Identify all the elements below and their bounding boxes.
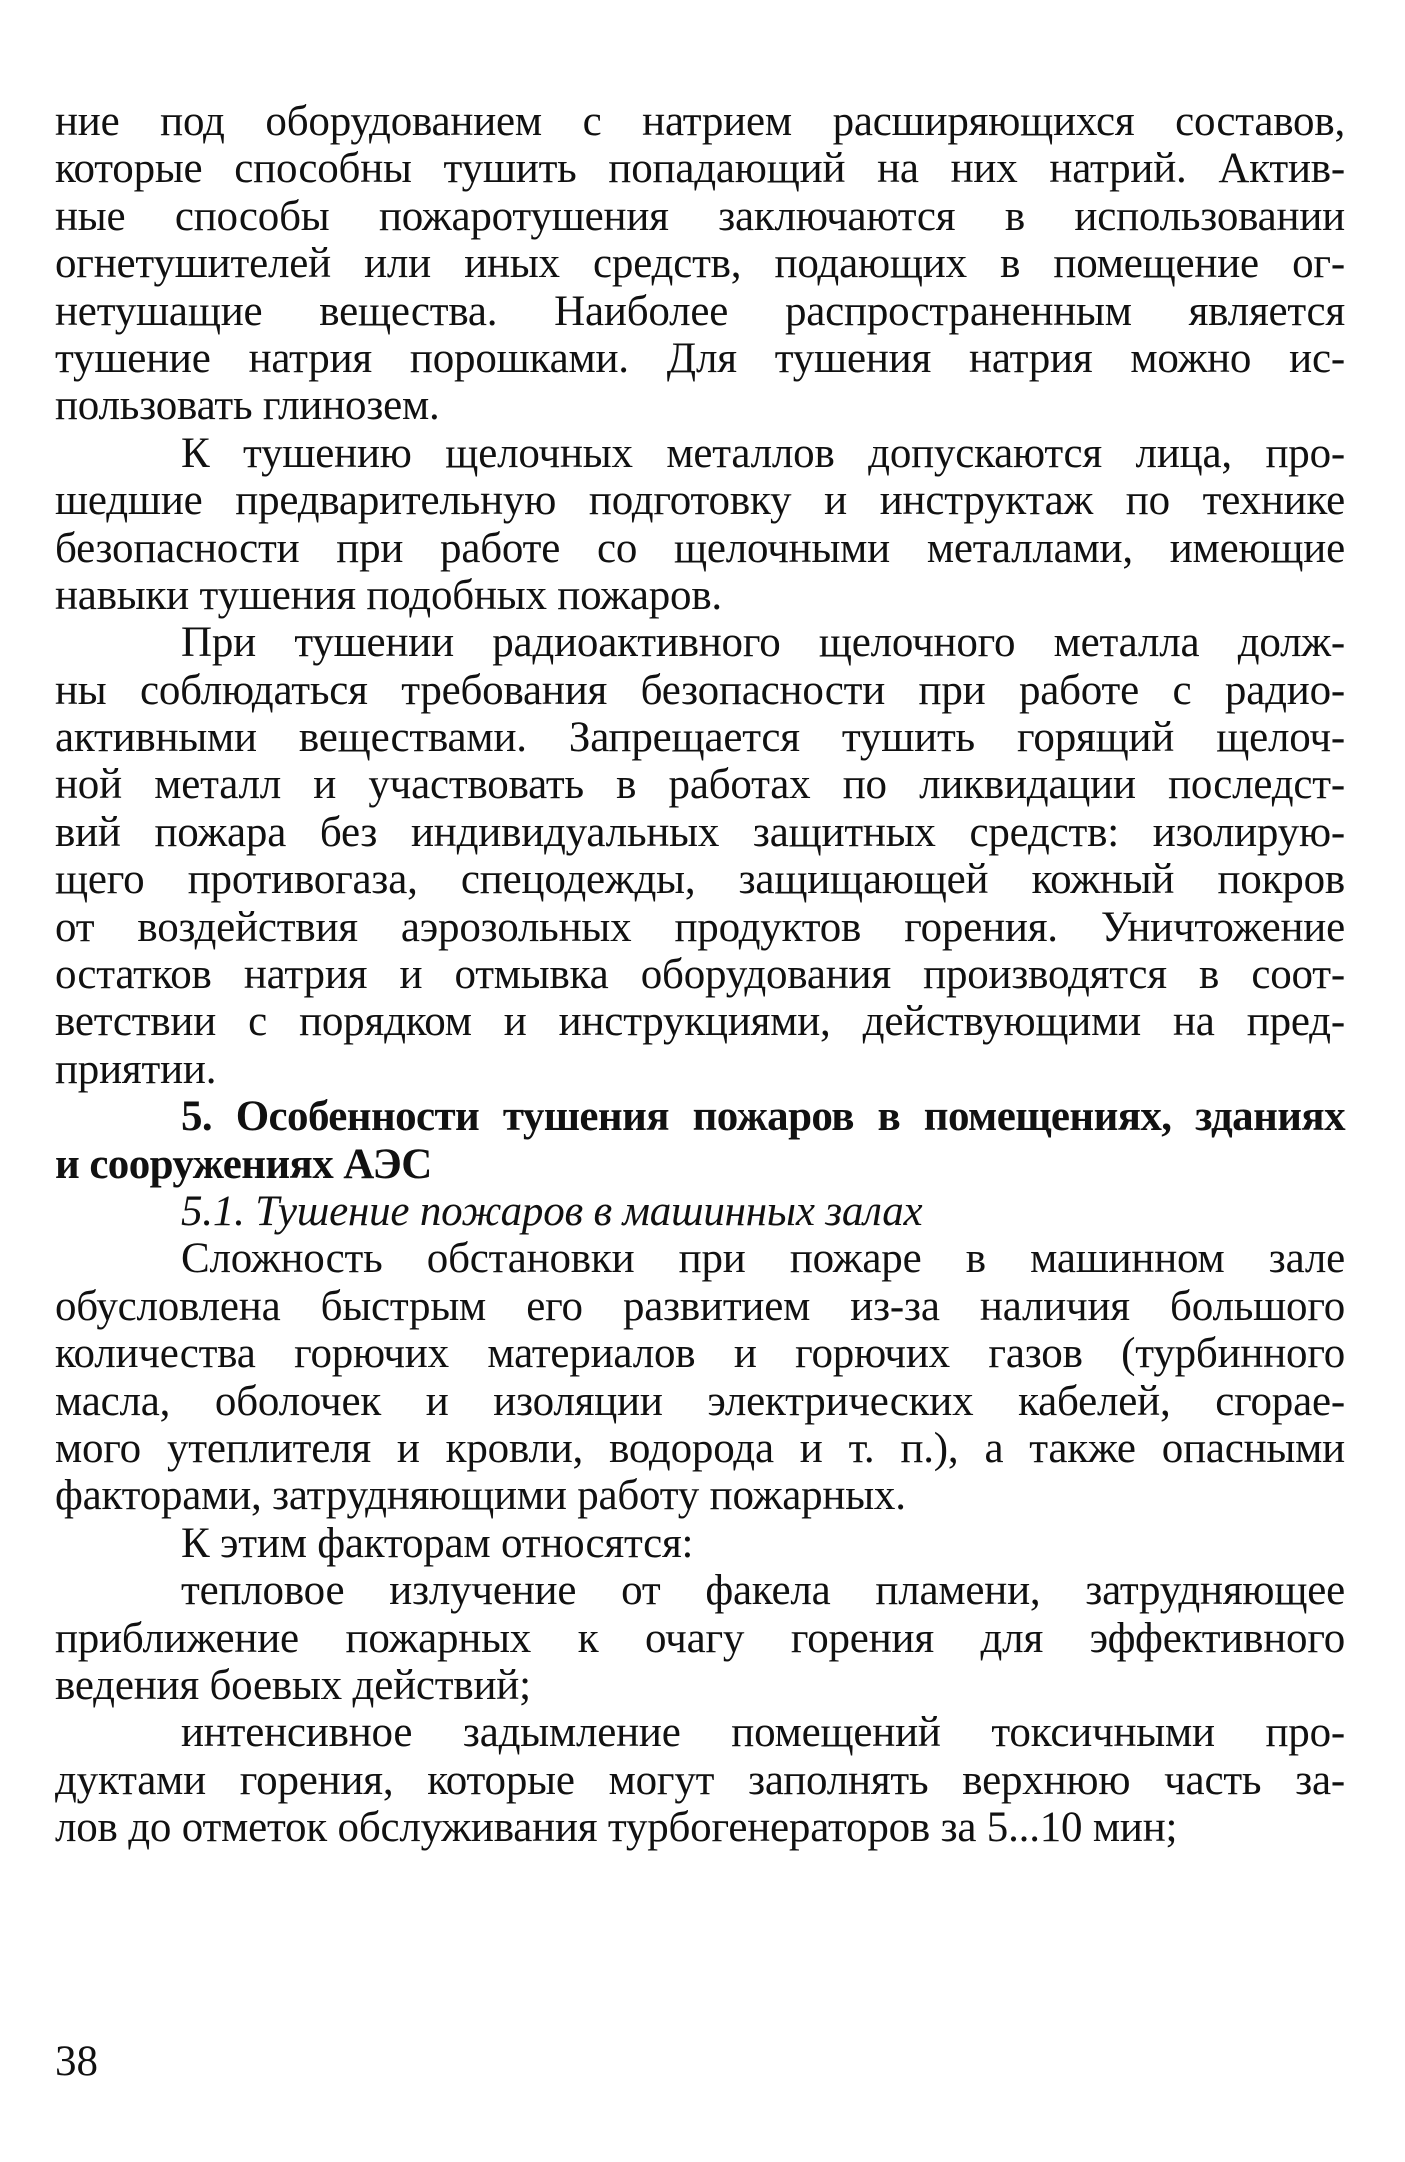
text-line: ведения боевых действий; <box>55 1661 531 1709</box>
text-line: ны соблюдаться требования безопасности при работе с радио- <box>55 666 1345 714</box>
text-line: пользовать глинозем. <box>55 382 440 430</box>
text-line: ветствии с порядком и инструкциями, действующими на пред- <box>55 998 1345 1046</box>
text-line: щего противогаза, спецодежды, защищающей кожный покров <box>55 856 1345 904</box>
text-line: Сложность обстановки при пожаре в машинном зале <box>181 1235 1345 1283</box>
text-line: мого утеплителя и кровли, водорода и т. п.), а также опасными <box>55 1424 1345 1472</box>
text-line: интенсивное задымление помещений токсичными про- <box>181 1709 1345 1757</box>
text-line: При тушении радиоактивного щелочного металла долж- <box>181 619 1345 667</box>
text-line: активными веществами. Запрещается тушить горящий щелоч- <box>55 714 1345 762</box>
section-heading: 5. Особенности тушения пожаров в помещениях, зданиях <box>181 1093 1345 1141</box>
subsection-heading: 5.1. Тушение пожаров в машинных залах <box>181 1187 923 1235</box>
text-line: навыки тушения подобных пожаров. <box>55 571 722 619</box>
text-line: К этим факторам относятся: <box>181 1519 694 1567</box>
text-line: которые способны тушить попадающий на них натрий. Актив- <box>55 145 1345 193</box>
text-line: факторами, затрудняющими работу пожарных. <box>55 1472 906 1520</box>
text-line: огнетушителей или иных средств, подающих в помещение ог- <box>55 240 1345 288</box>
text-line: приятии. <box>55 1045 217 1093</box>
text-line: лов до отметок обслуживания турбогенераторов за 5...10 мин; <box>55 1804 1178 1852</box>
text-line: тепловое излучение от факела пламени, затрудняющее <box>181 1567 1345 1615</box>
section-heading: и сооружениях АЭС <box>55 1140 432 1188</box>
text-line: ние под оборудованием с натрием расширяющихся составов, <box>55 98 1345 145</box>
text-line: ной металл и участвовать в работах по ликвидации последст- <box>55 761 1345 809</box>
text-line: тушение натрия порошками. Для тушения натрия можно ис- <box>55 334 1345 382</box>
page-text <box>55 98 1345 1851</box>
text-line: дуктами горения, которые могут заполнять верхнюю часть за- <box>55 1756 1345 1804</box>
text-line: безопасности при работе со щелочными металлами, имеющие <box>55 524 1345 572</box>
text-line: вий пожара без индивидуальных защитных средств: изолирую- <box>55 808 1345 856</box>
text-line: ные способы пожаротушения заключаются в использовании <box>55 192 1345 240</box>
text-line: от воздействия аэрозольных продуктов горения. Уничтожение <box>55 903 1345 951</box>
page-number: 38 <box>55 2038 98 2085</box>
text-line: масла, оболочек и изоляции электрических кабелей, сгорае- <box>55 1377 1345 1425</box>
text-line: остатков натрия и отмывка оборудования производятся в соот- <box>55 951 1345 999</box>
text-line: нетушащие вещества. Наиболее распространенным является <box>55 287 1345 335</box>
text-line: шедшие предварительную подготовку и инструктаж по технике <box>55 477 1345 525</box>
text-line: приближение пожарных к очагу горения для эффективного <box>55 1614 1345 1662</box>
text-line: обусловлена быстрым его развитием из-за наличия большого <box>55 1282 1345 1330</box>
text-line: количества горючих материалов и горючих газов (турбинного <box>55 1330 1345 1378</box>
text-line: К тушению щелочных металлов допускаются лица, про- <box>181 429 1345 477</box>
